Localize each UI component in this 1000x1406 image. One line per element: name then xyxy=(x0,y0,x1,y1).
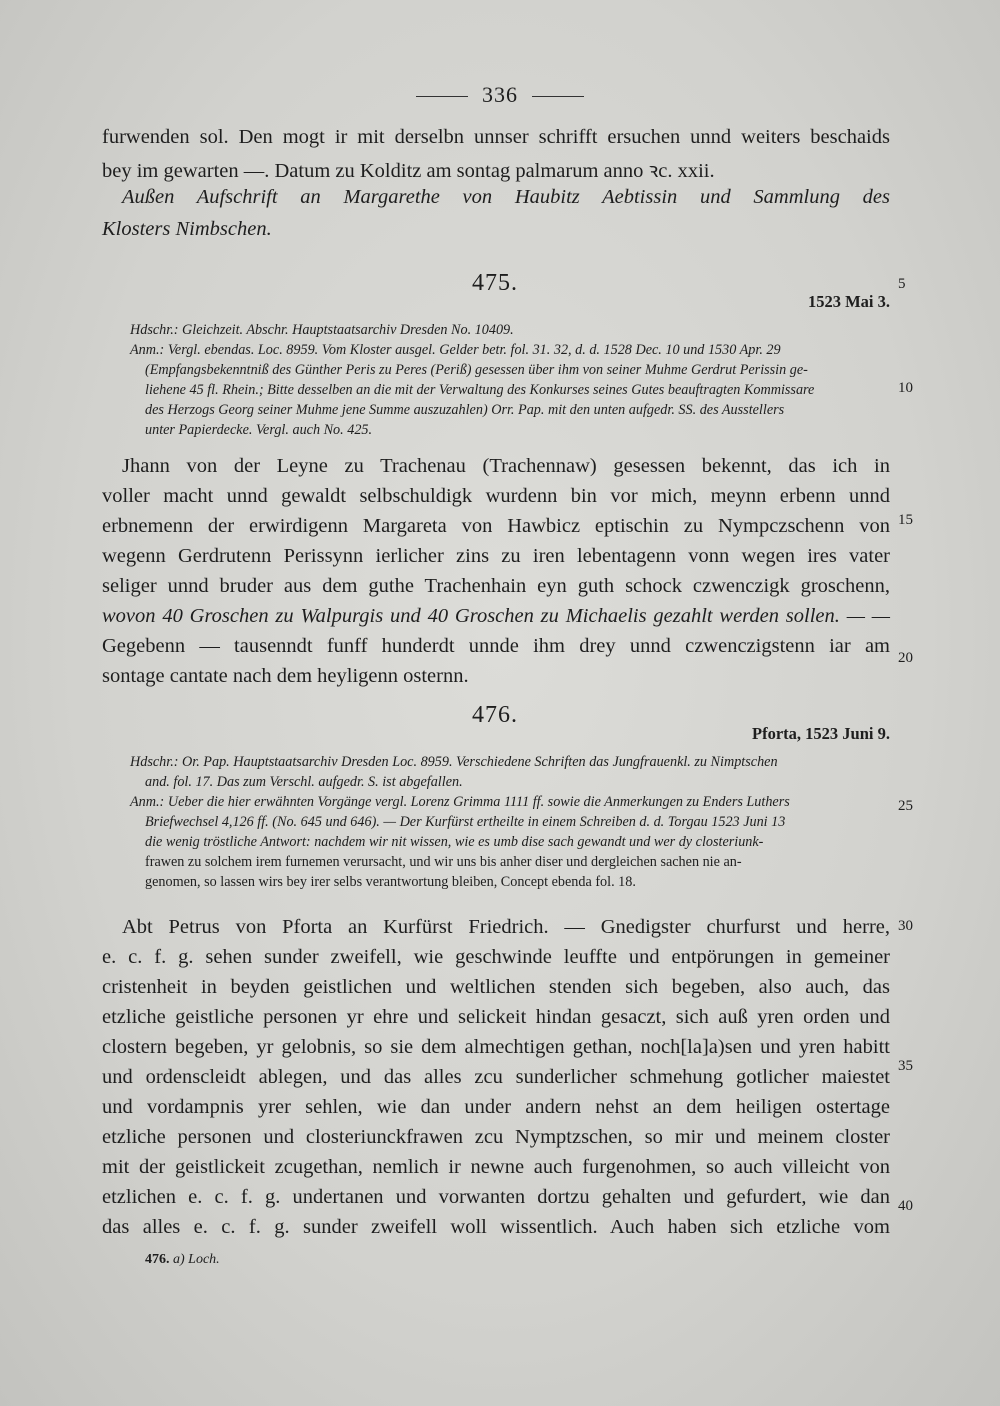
doc-476-note-3: Anm.: Ueber die hier erwähnten Vorgänge vergl. Lorenz Grimma 1111 ff. sowie die Anmerkungen zu Enders Luthers xyxy=(130,794,790,810)
doc-476-text-11: das alles e. c. f. g. sunder zweifell woll wissentlich. Auch haben sich etzliche vom xyxy=(102,1216,890,1238)
footnote-text: a) Loch. xyxy=(173,1252,220,1267)
doc-475-text-7: Gegebenn — tausenndt funff hunderdt unnde ihm drey unnd czwenczigstenn iar am xyxy=(102,635,890,657)
doc-475-number: 475. xyxy=(472,270,518,296)
doc-475-text-6: wovon 40 Groschen zu Walpurgis und 40 Groschen zu Michaelis gezahlt werden sollen. — — xyxy=(102,605,890,627)
doc-475-note-5: des Herzogs Georg seiner Muhme jene Summe auszuzahlen) Orr. Pap. mit den unten aufgedr. SS. des Ausstellers xyxy=(145,402,785,418)
address-line-1: Außen Aufschrift an Margarethe von Haubitz Aebtissin und Sammlung des xyxy=(122,186,890,208)
intro-line-1: furwenden sol. Den mogt ir mit derselbn unnser schrifft ersuchen unnd weiters beschaids xyxy=(102,126,890,148)
doc-476-text-6: und ordenscleidt ablegen, und das alles zcu sunderlicher schmehung gotlicher maiestet xyxy=(102,1066,890,1088)
doc-475-text-2: voller macht unnd gewaldt selbschuldigk wurdenn bin vor mich, meynn erbenn unnd xyxy=(102,485,890,507)
doc-476-text-4: etzliche geistliche personen yr ehre und selickeit hindan gesaczt, sich auß yren orden und xyxy=(102,1006,890,1028)
doc-475-text-4: wegenn Gerdrutenn Perissynn ierlicher zins zu iren lebentagenn vonn wegen ires vater xyxy=(102,545,890,567)
doc-476-note-6: frawen zu solchem irem furnemen verursacht, und wir uns bis anher diser und dergleichen sachen nie an- xyxy=(145,854,742,870)
doc-476-text-2: e. c. f. g. sehen sunder zweifell, wie geschwinde leuffte und entpörungen in gemeiner xyxy=(102,946,890,968)
doc-476-text-7: und vordampnis yrer sehlen, wie dan under andern nehst an dem heiligen ostertage xyxy=(102,1096,890,1118)
page-header xyxy=(0,82,1000,108)
doc-476-text-5: clostern begeben, yr gelobnis, so sie dem almechtigen gethan, noch[la]a)sen und yren habitt xyxy=(102,1036,890,1058)
doc-475-note-6: unter Papierdecke. Vergl. auch No. 425. xyxy=(145,422,373,438)
doc-475-date: 1523 Mai 3. xyxy=(807,292,890,311)
doc-475-text-8: sontage cantate nach dem heyligenn osternn. xyxy=(102,665,469,687)
page-number: 336 xyxy=(482,82,518,107)
doc-475-text-3: erbnemenn der erwirdigenn Margareta von Hawbicz eptischin zu Nympczschenn von xyxy=(102,515,890,537)
margin-number-5: 5 xyxy=(898,276,906,292)
margin-number-30: 30 xyxy=(898,918,913,934)
header-rule-right xyxy=(532,96,584,97)
doc-476-note-4: Briefwechsel 4,126 ff. (No. 645 und 646). — Der Kurfürst ertheilte in einem Schreiben d. d. Torgau 1523 Juni 13 xyxy=(145,814,786,830)
margin-number-40: 40 xyxy=(898,1198,913,1214)
footnote-ref: 476. xyxy=(145,1252,170,1267)
doc-476-number: 476. xyxy=(472,702,518,728)
intro-line-2: bey im gewarten —. Datum zu Kolditz am sontag palmarum anno ꝛc. xxii. xyxy=(102,160,715,182)
margin-number-25: 25 xyxy=(898,798,913,814)
doc-476-note-1: Hdschr.: Or. Pap. Hauptstaatsarchiv Dresden Loc. 8959. Verschiedene Schriften das Jungfrauenkl. zu Nimptschen xyxy=(130,754,778,770)
doc-476-note-5: die wenig tröstliche Antwort: nachdem wir nit wissen, wie es umb dise sach gewandt und wer dy closteriunk- xyxy=(145,834,764,850)
doc-475-note-2: Anm.: Vergl. ebendas. Loc. 8959. Vom Kloster ausgel. Gelder betr. fol. 31. 32, d. d. 1528 Dec. 10 und 1530 Apr. 29 xyxy=(130,342,781,358)
margin-number-35: 35 xyxy=(898,1058,913,1074)
doc-476-text-10: etzlichen e. c. f. g. undertanen und vorwanten dortzu gehalten und gefurdert, wie dan xyxy=(102,1186,890,1208)
doc-476-note-2: and. fol. 17. Das zum Verschl. aufgedr. S. ist abgefallen. xyxy=(145,774,463,790)
doc-475-note-3: (Empfangsbekenntniß des Günther Peris zu Peres (Periß) gesessen über ihm von seiner Muhme Gerdrut Perissin ge- xyxy=(145,362,808,378)
doc-476-note-7: genomen, so lassen wirs bey irer selbs verantwortung bleiben, Concept ebenda fol. 18. xyxy=(145,874,636,890)
margin-number-10: 10 xyxy=(898,380,913,396)
doc-475-note-1: Hdschr.: Gleichzeit. Abschr. Hauptstaatsarchiv Dresden No. 10409. xyxy=(130,322,514,338)
doc-476-text-3: cristenheit in beyden geistlichen und weltlichen stenden sich begeben, also auch, das xyxy=(102,976,890,998)
doc-476-text-8: etzliche personen und closteriunckfrawen zcu Nymptzschen, so mir und meinem closter xyxy=(102,1126,890,1148)
doc-475-note-4: liehene 45 fl. Rhein.; Bitte desselben an die mit der Verwaltung des Konkurses seines Gutes beauftragten Kommissare xyxy=(145,382,815,398)
doc-476-text-1: Abt Petrus von Pforta an Kurfürst Friedrich. — Gnedigster churfurst und herre, xyxy=(122,916,890,938)
footnote xyxy=(145,1252,220,1268)
doc-475-text-5: seliger unnd bruder aus dem guthe Trachenhain eyn guth schock czwenczigk groschenn, xyxy=(102,575,890,597)
doc-476-text-9: mit der geistlickeit zcugethan, nemlich ir newne auch furgenohmen, so auch villeicht von xyxy=(102,1156,890,1178)
doc-476-date: Pforta, 1523 Juni 9. xyxy=(752,724,890,743)
doc-475-text-1: Jhann von der Leyne zu Trachenau (Trachennaw) gesessen bekennt, das ich in xyxy=(122,455,890,477)
header-rule-left xyxy=(416,96,468,97)
margin-number-15: 15 xyxy=(898,512,913,528)
margin-number-20: 20 xyxy=(898,650,913,666)
address-line-2: Klosters Nimbschen. xyxy=(102,218,272,240)
